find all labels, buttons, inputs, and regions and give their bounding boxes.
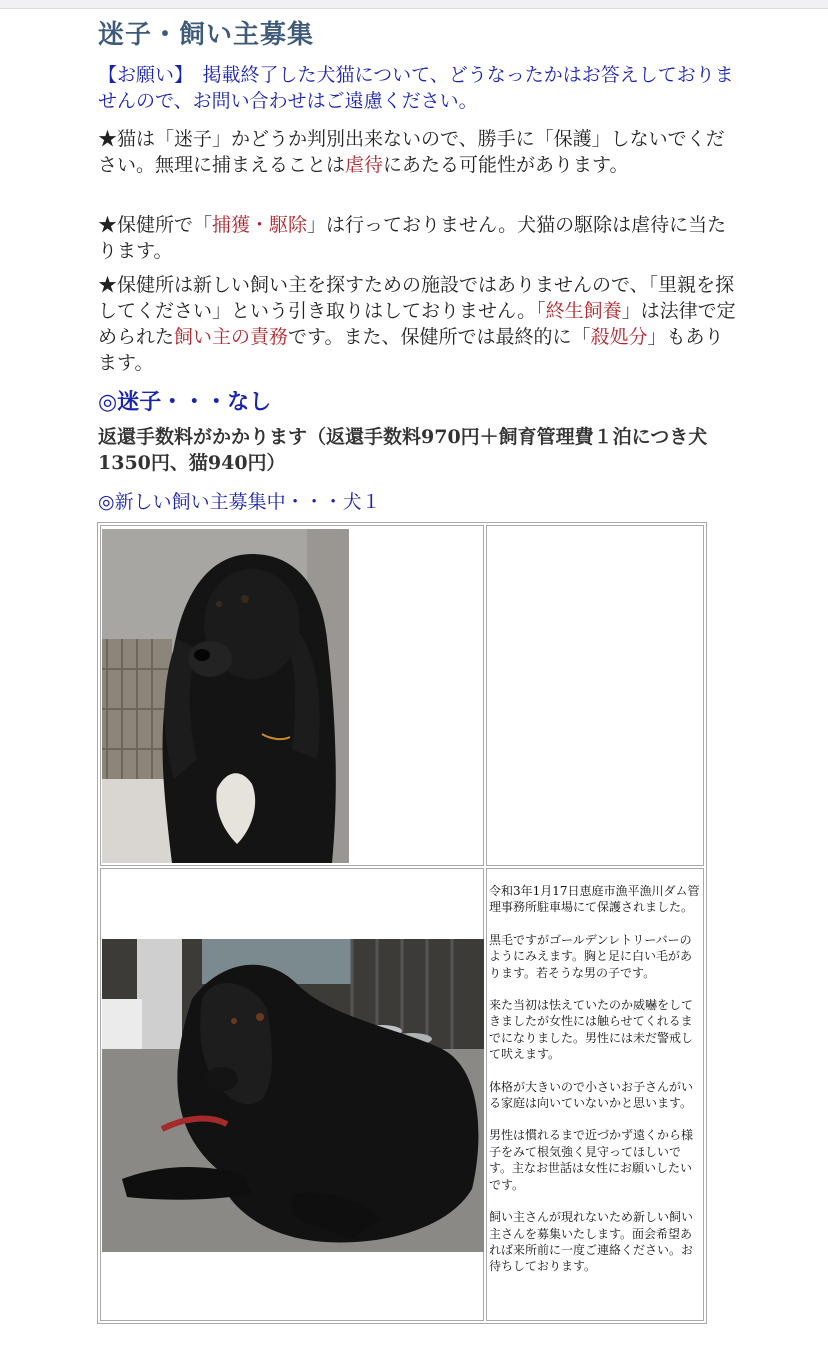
description-paragraph: 体格が大きいので小さいお子さんがいる家庭は向いていないかと思います。	[489, 1079, 694, 1111]
dog-listing-table	[97, 522, 707, 1324]
request-notice	[98, 62, 738, 114]
request-prefix: 【お願い】	[98, 64, 184, 86]
adoption-part3: です。また、保健所では最終的に「	[288, 326, 591, 348]
health-center-highlight: 捕獲・駆除	[212, 214, 308, 236]
empty-cell	[486, 525, 704, 866]
adoption-part1: ★保健所は新しい飼い主を探すための施設ではありませんので、「里親を探してください」という引き取りはしておりません。「	[98, 274, 735, 322]
dog-photo-lying	[102, 939, 484, 1252]
adoption-highlight3: 殺処分	[590, 326, 648, 348]
cat-notice-part1: ★猫は「迷子」かどうか判別出来ないので、勝手に「保護」しないでください。無理に捕まえることは	[98, 128, 725, 176]
description-paragraph: 黒毛ですがゴールデンレトリーバーのようにみえます。胸と足に白い毛があります。若そうな男の子です。	[489, 932, 693, 980]
page-title: 迷子・飼い主募集	[98, 20, 315, 50]
dog-description-cell	[486, 868, 704, 1321]
adoption-highlight2: 飼い主の責務	[174, 326, 289, 348]
dog-description	[489, 883, 701, 1291]
cat-notice	[98, 126, 738, 178]
description-paragraph: 来た当初は怯えていたのか威嚇をしてきましたが女性には触らせてくれるまでになりました。男性には未だ警戒して吠えます。	[489, 998, 694, 1062]
dog-photo-cell-1	[100, 525, 484, 866]
request-text: 掲載終了した犬猫について、どうなったかはお答えしておりませんので、お問い合わせはご遠慮ください。	[98, 64, 734, 112]
dog-photo-cell-2	[100, 868, 484, 1321]
adoption-part4: 」もあります。	[98, 326, 724, 374]
browser-top-bar	[0, 0, 828, 9]
description-paragraph: 男性は慣れるまで近づかず遠くから様子をみて根気強く見守ってほしいです。主なお世話は女性にお願いしたいです。	[489, 1128, 694, 1192]
health-center-notice	[98, 212, 738, 264]
description-paragraph: 令和3年1月17日恵庭市漁平漁川ダム管理事務所駐車場にて保護されました。	[489, 884, 700, 915]
adoption-part2: 」は法律で定められた	[98, 300, 736, 348]
dog-photo-front	[102, 529, 349, 863]
adoption-notice	[98, 272, 738, 376]
health-center-part1: ★保健所で「	[98, 214, 213, 236]
description-paragraph: 飼い主さんが現れないため新しい飼い主さんを募集いたします。面会希望あれば来所前に一度ご連絡ください。お待ちしております。	[489, 1210, 694, 1274]
lost-heading: ◎迷子・・・なし	[98, 389, 272, 415]
cat-notice-part2: にあたる可能性があります。	[383, 154, 629, 176]
cat-notice-highlight: 虐待	[345, 154, 384, 176]
health-center-part2: 」は行っておりません。犬猫の駆除は虐待に当たります。	[98, 214, 727, 262]
new-owner-heading: ◎新しい飼い主募集中・・・犬１	[98, 491, 381, 513]
adoption-highlight1: 終生飼養	[545, 300, 622, 322]
return-fee-text: 返還手数料がかかります（返還手数料970円＋飼育管理費１泊につき犬1350円、猫940円）	[98, 426, 708, 474]
